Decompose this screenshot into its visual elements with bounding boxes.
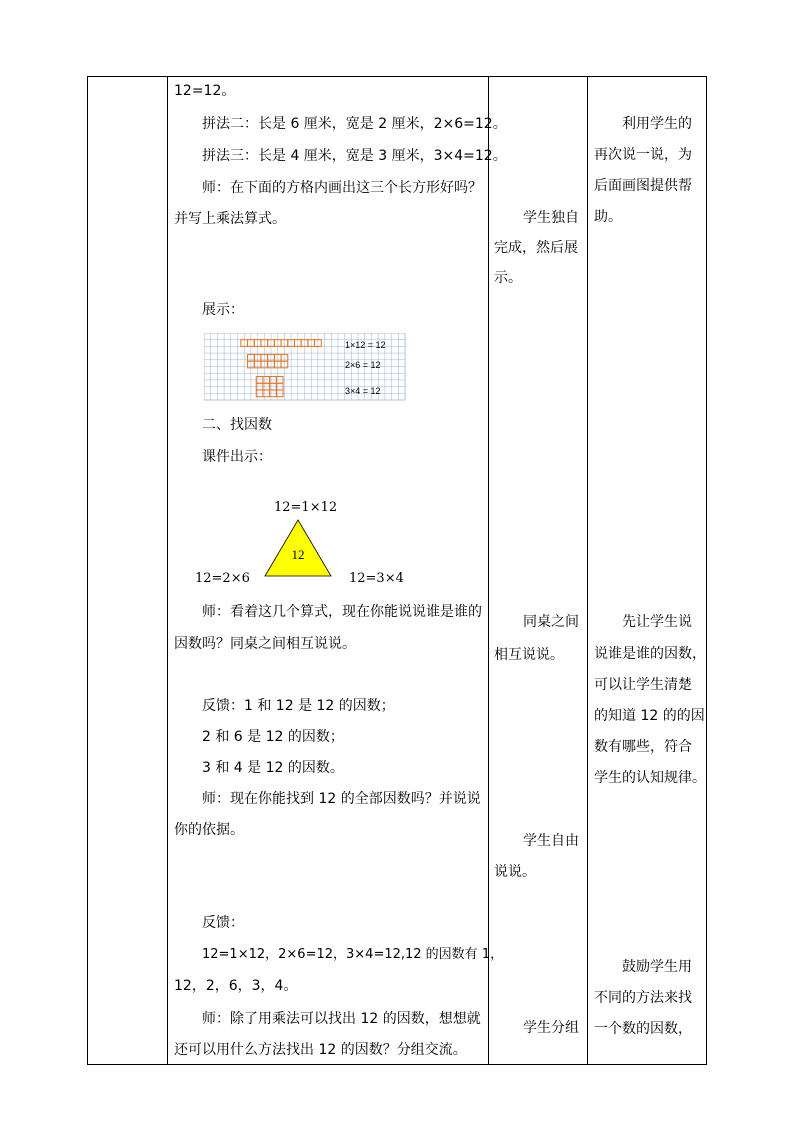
teacher-question-2: 师：看着这几个算式，现在你能说说谁是谁的 [202,604,482,620]
table-column-divider-1 [167,76,168,1065]
design-intent-1-end: 助。 [594,209,622,225]
yellow-triangle [264,519,332,577]
table-bottom-border [87,1064,707,1065]
design-intent-2-cont: 说谁是谁的因数， [594,646,706,662]
teacher-question-1: 师：在下面的方格内画出这三个长方形好吗？ [202,180,482,196]
design-intent-2-cont2: 可以让学生清楚 [594,677,692,693]
teacher-question-4: 师：除了用乘法可以找出 12 的因数，想想就 [202,1011,481,1027]
feedback-all-factors-cont: 12，2，6，3，4。 [174,978,298,994]
grid-equation-3: 3×4 = 12 [345,386,381,396]
design-intent-3-cont2: 一个数的因数， [594,1021,692,1037]
design-intent-2-end: 学生的认知规律。 [594,770,706,786]
courseware-label: 课件出示： [202,449,272,465]
student-activity-3: 学生自由 [523,833,579,849]
grid-equation-2: 2×6 = 12 [345,360,381,370]
triangle-left-equation: 12=2×6 [195,571,250,586]
method-two: 拼法二：长是 6 厘米，宽是 2 厘米，2×6=12。 [202,116,507,132]
show-label: 展示： [202,302,244,318]
table-top-border [87,76,707,77]
section-heading-find-factors: 二、找因数 [202,417,272,433]
method-three: 拼法三：长是 4 厘米，宽是 3 厘米，3×4=12。 [202,148,507,164]
student-activity-1-end: 示。 [494,270,522,286]
triangle-top-equation: 12=1×12 [274,500,338,515]
feedback-line-1: 反馈：1 和 12 是 12 的因数； [202,698,395,714]
student-activity-2-cont: 相互说说。 [494,647,564,663]
table-column-divider-3 [587,76,588,1065]
student-activity-1-cont: 完成，然后展 [494,240,578,256]
teacher-question-2-cont: 因数吗？同桌之间相互说说。 [174,636,356,652]
feedback-line-2: 2 和 6 是 12 的因数； [202,729,344,745]
feedback-line-3: 3 和 4 是 12 的因数。 [202,760,344,776]
triangle-center-number: 12 [291,547,305,562]
table-column-divider-2 [488,76,489,1065]
student-activity-3-cont: 说说。 [494,864,536,880]
table-border-left [87,76,88,1065]
teacher-question-4-cont: 还可以用什么方法找出 12 的因数？分组交流。 [174,1042,467,1058]
triangle-right-equation: 12=3×4 [349,571,404,586]
design-intent-2-cont3: 的知道 12 的的因 [594,708,705,724]
student-activity-1: 学生独自 [523,210,579,226]
teacher-question-3: 师：现在你能找到 12 的全部因数吗？并说说 [202,791,481,807]
feedback-all-factors: 12=1×12，2×6=12，3×4=12,12 的因数有 1， [202,947,504,962]
grid-figure [204,333,410,403]
design-intent-2-cont4: 数有哪些，符合 [594,739,692,755]
equation-line: 12=12。 [174,83,236,99]
design-intent-2: 先让学生说 [622,614,692,630]
design-intent-1-cont: 再次说一说，为 [594,147,692,163]
teacher-question-3-cont: 你的依据。 [174,822,244,838]
design-intent-1: 利用学生的 [622,116,692,132]
feedback-label: 反馈： [202,915,244,931]
student-activity-4: 学生分组 [523,1020,579,1036]
design-intent-1-cont2: 后面画图提供帮 [594,178,692,194]
grid-equation-1: 1×12 = 12 [345,340,386,350]
table-border-right [706,76,707,1065]
design-intent-3: 鼓励学生用 [622,959,692,975]
design-intent-3-cont: 不同的方法来找 [594,990,692,1006]
teacher-question-1-cont: 并写上乘法算式。 [174,211,286,227]
student-activity-2: 同桌之间 [523,614,579,630]
